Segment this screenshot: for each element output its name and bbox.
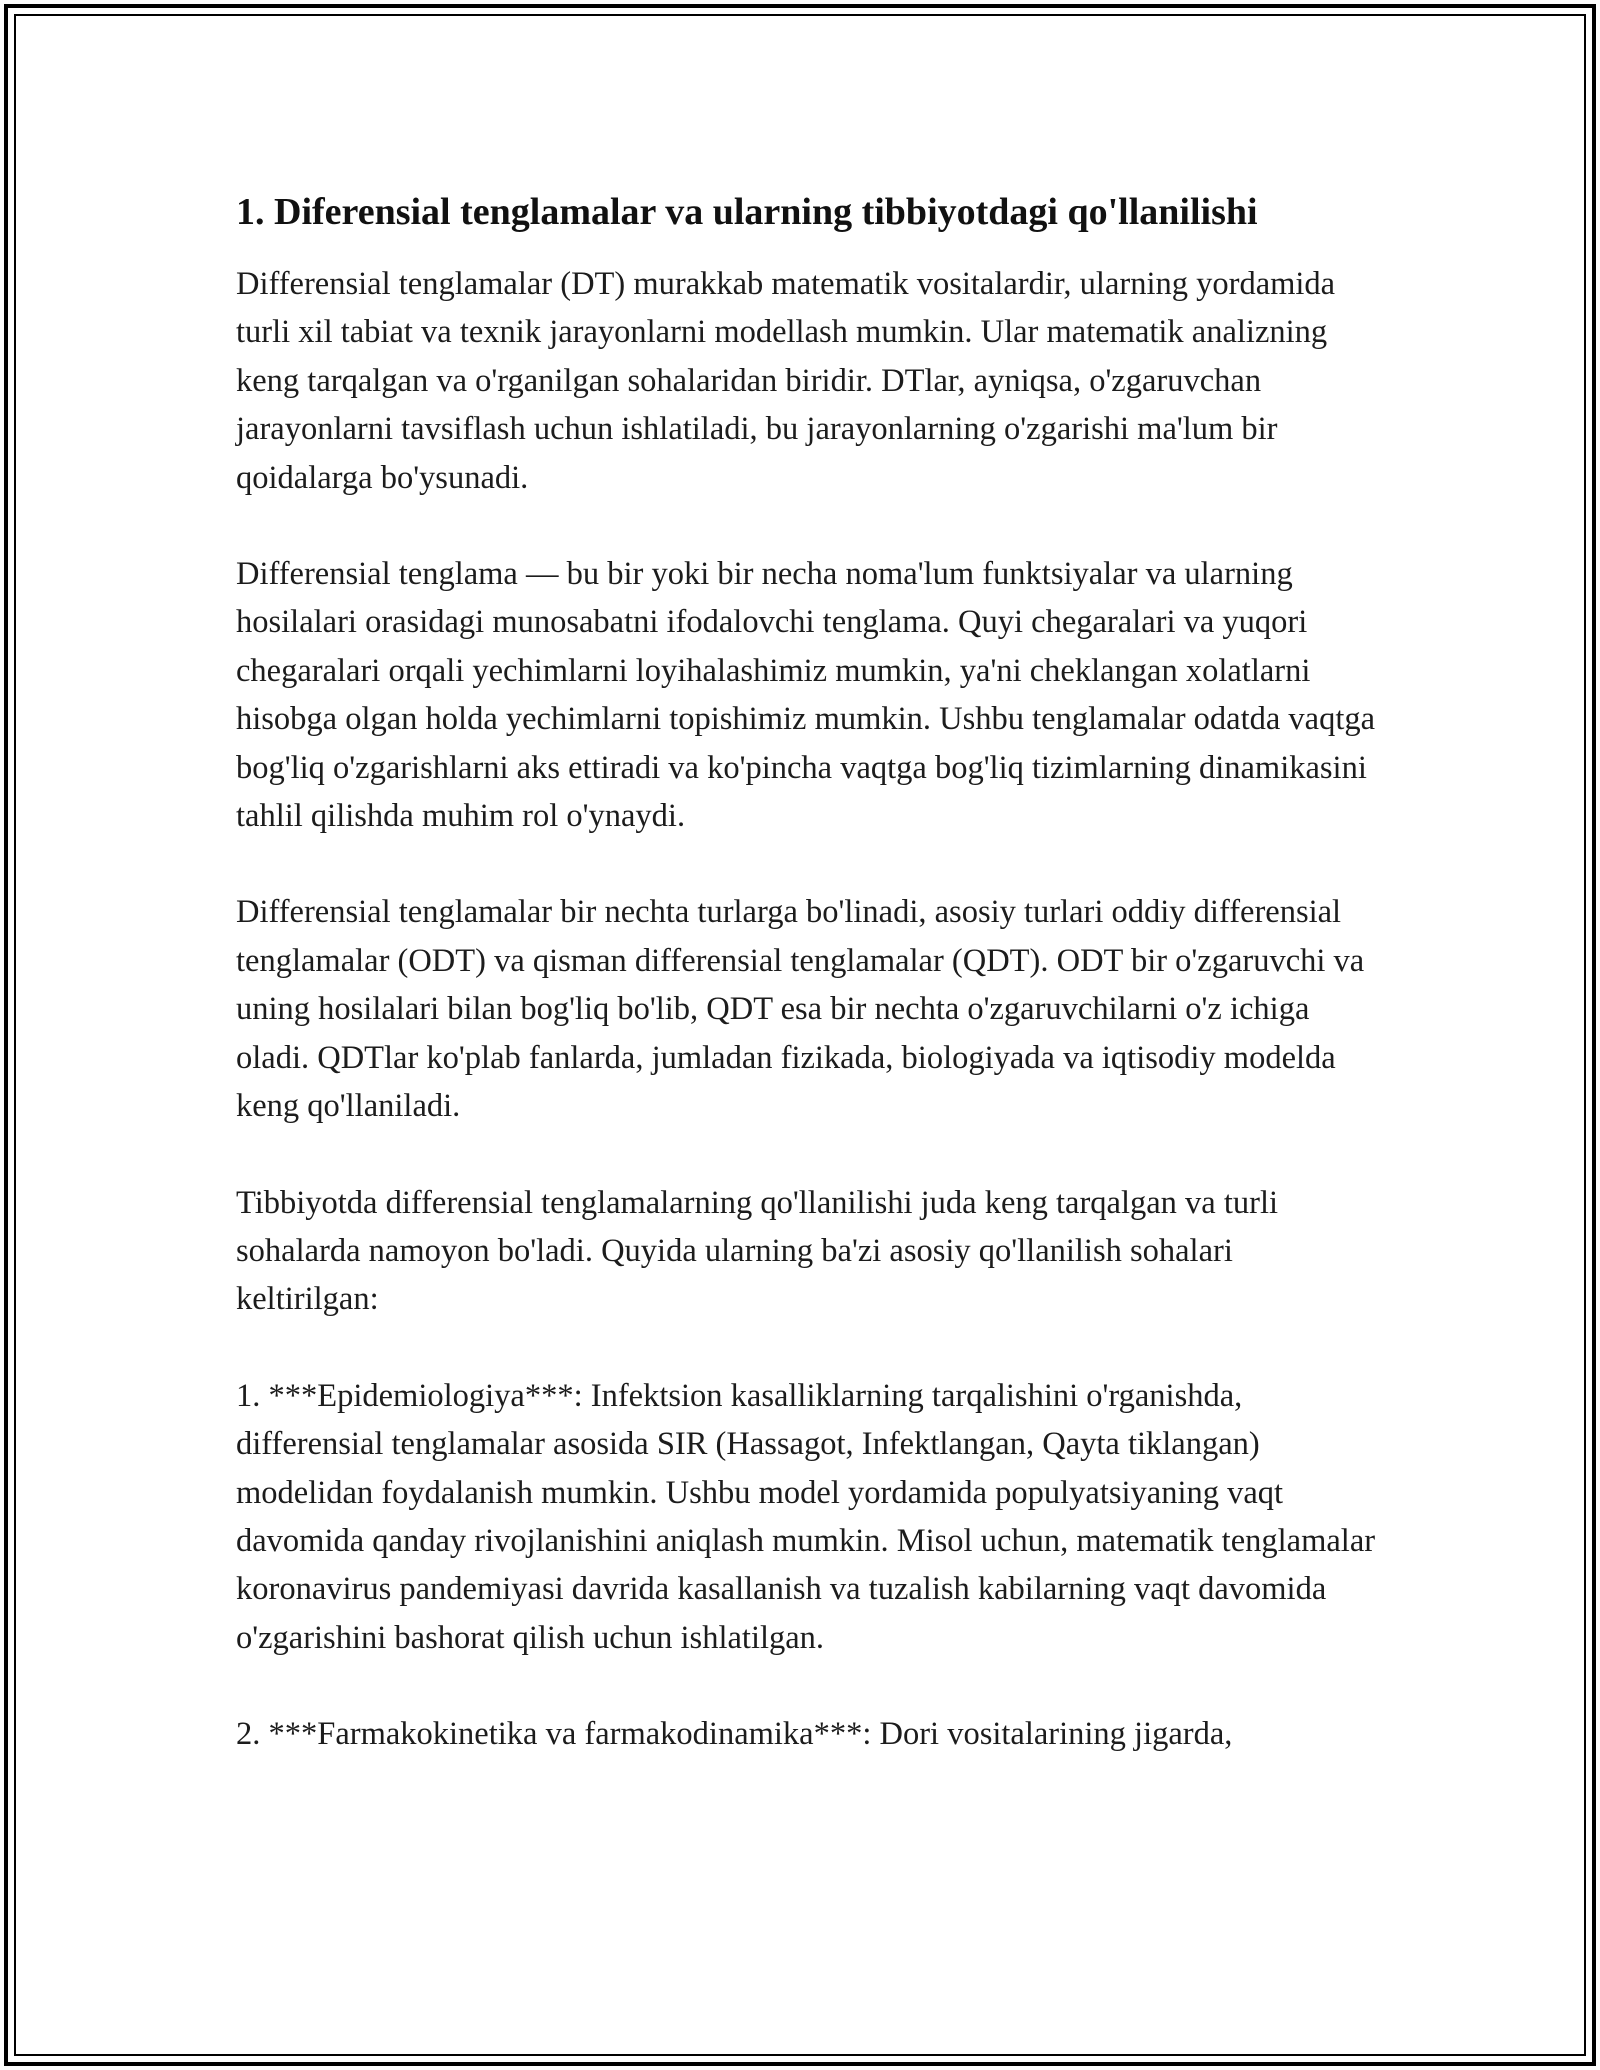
list-item-pharmacokinetics: 2. ***Farmakokinetika va farmakodinamika***: Dori vositalarining jigarda, [236, 1716, 1233, 1753]
paragraph-definition: Differensial tenglama — bu bir yoki bir necha noma'lum funktsiyalar va ularning hosilalari orasidagi munosabatni ifodalovchi tenglama. Quyi chegaralari va yuqori chegaralari orqali yechimlarni loyihalashimiz mumkin, ya'ni cheklangan xolatlarni hisobga olgan holda yechimlarni topishimiz mumkin. Ushbu tenglamalar odatda vaqtga bog'liq o'zgarishlarni aks ettiradi va ko'pincha vaqtga bog'liq tizimlarning dinamikasini tahlil qilishda muhim rol o'ynaydi. [236, 556, 1376, 835]
paragraph-medicine: Tibbiyotda differensial tenglamalarning qo'llanilishi juda keng tarqalgan va turli sohalarda namoyon bo'ladi. Quyida ularning ba'zi asosiy qo'llanilish sohalari keltirilgan: [236, 1184, 1279, 1318]
paragraph-intro: Differensial tenglamalar (DT) murakkab matematik vositalardir, ularning yordamida turli xil tabiat va texnik jarayonlarni modellash mumkin. Ular matematik analizning keng tarqalgan va o'rganilgan sohalaridan biridir. DTlar, ayniqsa, o'zgaruvchan jarayonlarni tavsiflash uchun ishlatiladi, bu jarayonlarning o'zgarishi ma'lum bir qoidalarga bo'ysunadi. [236, 266, 1336, 496]
document-body [236, 186, 1376, 1807]
paragraph-types: Differensial tenglamalar bir nechta turlarga bo'linadi, asosiy turlari oddiy differensial tenglamalar (ODT) va qisman differensial tenglamalar (QDT). ODT bir o'zgaruvchi va uning hosilalari bilan bog'liq bo'lib, QDT esa bir nechta o'zgaruvchilarni o'z ichiga oladi. QDTlar ko'plab fanlarda, jumladan fizikada, biologiyada va iqtisodiy modelda keng qo'llaniladi. [236, 894, 1365, 1125]
document-title: 1. Diferensial tenglamalar va ularning tibbiyotdagi qo'llanilishi [236, 191, 1258, 233]
list-item-epidemiology: 1. ***Epidemiologiya***: Infektsion kasalliklarning tarqalishini o'rganishda, differensial tenglamalar asosida SIR (Hassagot, Infektlangan, Qayta tiklangan) modelidan foydalanish mumkin. Ushbu model yordamida populyatsiyaning vaqt davomida qanday rivojlanishini aniqlash mumkin. Misol uchun, matematik tenglamalar koronavirus pandemiyasi davrida kasallanish va tuzalish kabilarning vaqt davomida o'zgarishini bashorat qilish uchun ishlatilgan. [236, 1377, 1376, 1656]
